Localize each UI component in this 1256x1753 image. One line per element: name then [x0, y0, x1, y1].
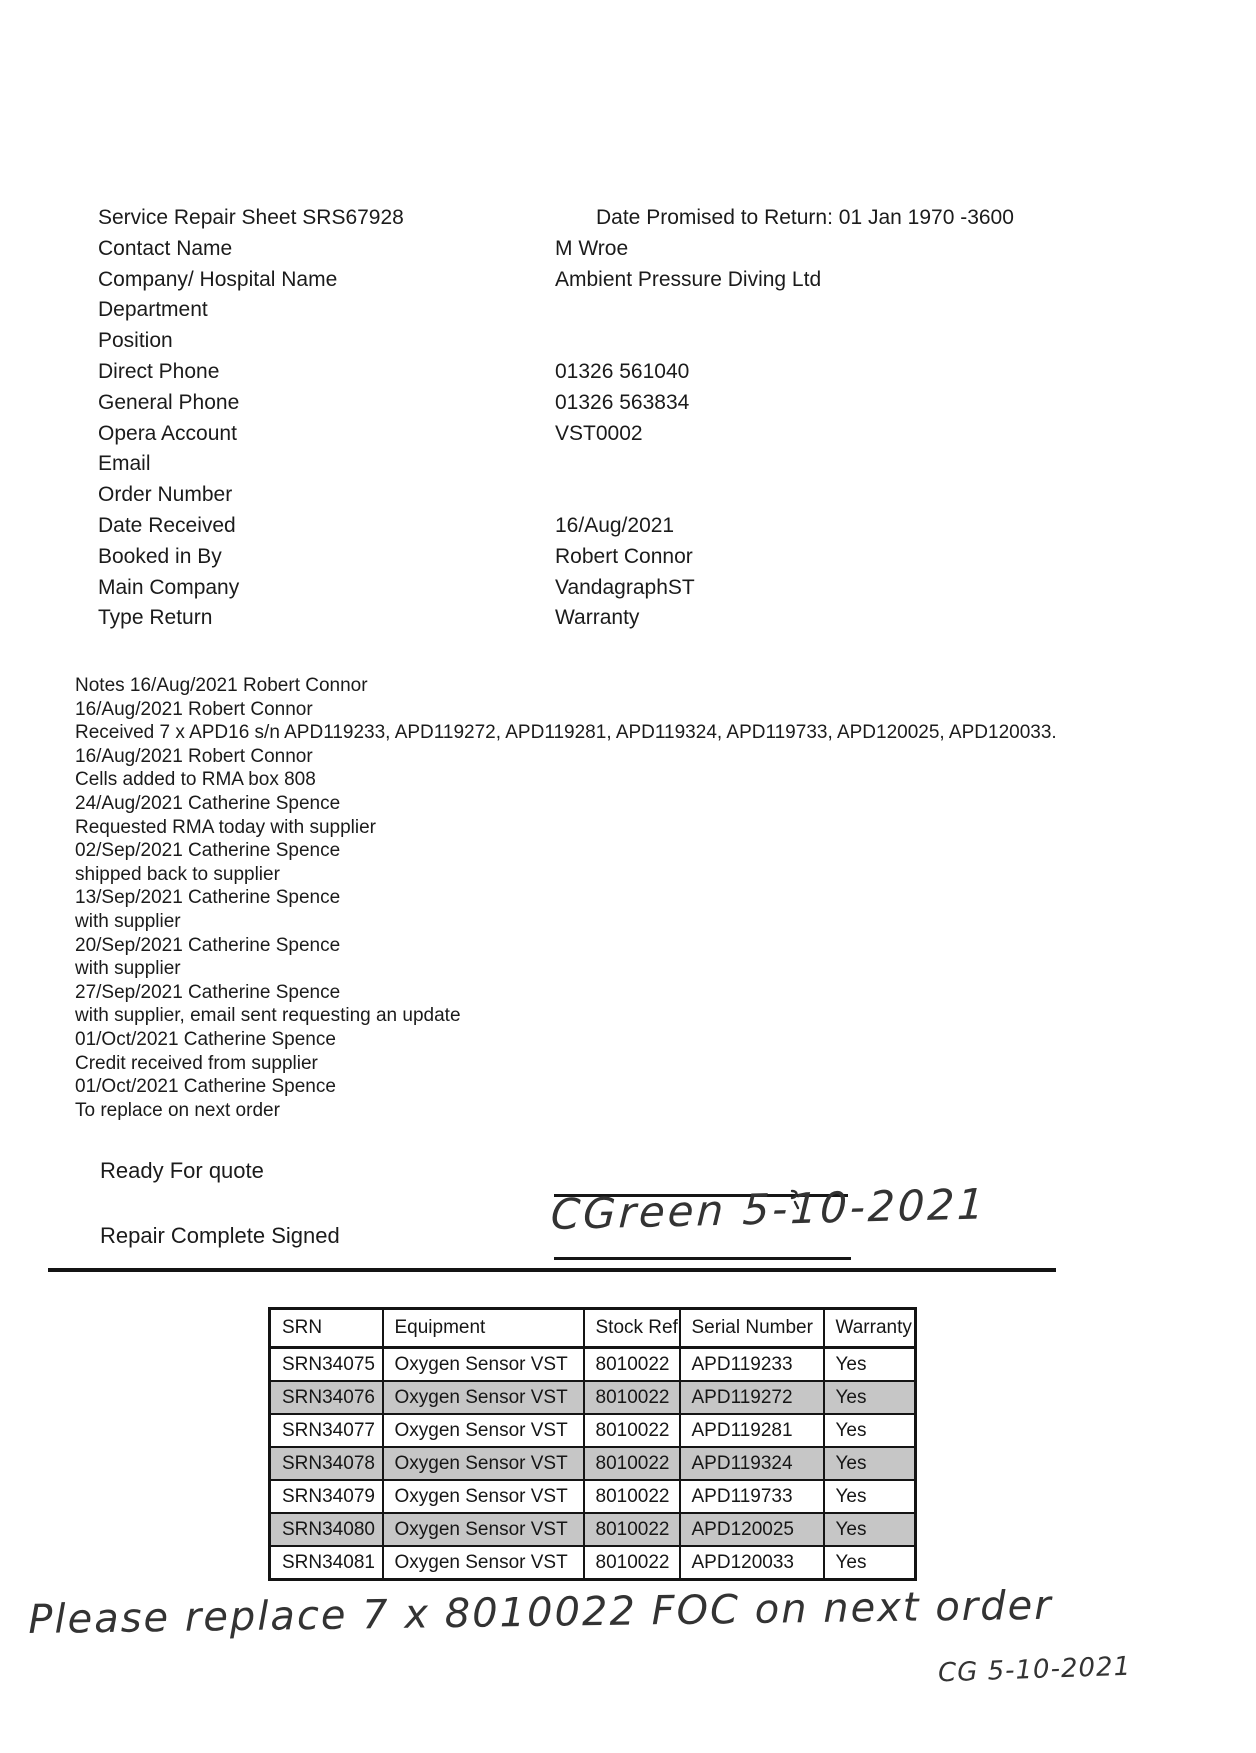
cell-warranty: Yes — [824, 1381, 916, 1414]
field-row — [98, 357, 1014, 388]
pen-mark — [788, 1188, 804, 1212]
field-label-department: Department — [98, 298, 208, 322]
document-title: Service Repair Sheet SRS67928 — [98, 206, 404, 229]
cell-srn: SRN34075 — [270, 1348, 383, 1382]
field-value-company: Ambient Pressure Diving Ltd — [555, 267, 822, 291]
note-line: 16/Aug/2021 Robert Connor — [75, 698, 313, 720]
note-line: Received 7 x APD16 s/n APD119233, APD119272, APD119281, APD119324, APD119733, APD120025, APD120033. — [75, 722, 1057, 744]
cell-warranty: Yes — [824, 1414, 916, 1447]
cell-stock-ref: 8010022 — [584, 1546, 680, 1580]
cell-srn: SRN34076 — [270, 1381, 383, 1414]
field-value-contact-name: M Wroe — [555, 236, 629, 260]
table-row — [270, 1348, 916, 1382]
field-label-company: Company/ Hospital Name — [98, 267, 338, 291]
table-header-stock-ref: Stock Ref — [584, 1309, 680, 1348]
note-line: Credit received from supplier — [75, 1052, 318, 1074]
note-line: 20/Sep/2021 Catherine Spence — [75, 934, 341, 956]
field-row — [98, 326, 1014, 357]
field-label-main-company: Main Company — [98, 575, 240, 599]
cell-stock-ref: 8010022 — [584, 1381, 680, 1414]
cell-serial-number: APD119324 — [680, 1447, 824, 1480]
header-fields — [98, 203, 1014, 634]
field-value-opera-account: VST0002 — [555, 421, 643, 445]
cell-serial-number: APD119281 — [680, 1414, 824, 1447]
field-value-position — [555, 326, 1014, 357]
repair-complete-signed-label: Repair Complete Signed — [100, 1223, 340, 1248]
note-line: 13/Sep/2021 Catherine Spence — [75, 887, 341, 909]
field-label-type-return: Type Return — [98, 606, 213, 630]
note-line: 01/Oct/2021 Catherine Spence — [75, 1076, 336, 1098]
field-label-general-phone: General Phone — [98, 390, 240, 414]
cell-warranty: Yes — [824, 1348, 916, 1382]
note-line: with supplier, email sent requesting an update — [75, 1005, 461, 1027]
table-row — [270, 1513, 916, 1546]
cell-serial-number: APD120025 — [680, 1513, 824, 1546]
table-row — [270, 1480, 916, 1513]
cell-stock-ref: 8010022 — [584, 1414, 680, 1447]
note-line: 27/Sep/2021 Catherine Spence — [75, 981, 341, 1003]
field-row — [98, 388, 1014, 419]
field-value-type-return: Warranty — [555, 606, 640, 630]
cell-stock-ref: 8010022 — [584, 1513, 680, 1546]
cell-stock-ref: 8010022 — [584, 1480, 680, 1513]
field-row — [98, 573, 1014, 604]
note-line: Notes 16/Aug/2021 Robert Connor — [75, 675, 368, 696]
cell-equipment: Oxygen Sensor VST — [383, 1348, 584, 1382]
note-line: To replace on next order — [75, 1099, 280, 1121]
note-line: shipped back to supplier — [75, 863, 280, 885]
field-value-main-company: VandagraphST — [555, 575, 695, 599]
cell-warranty: Yes — [824, 1447, 916, 1480]
field-row — [98, 234, 1014, 265]
cell-equipment: Oxygen Sensor VST — [383, 1447, 584, 1480]
cell-stock-ref: 8010022 — [584, 1447, 680, 1480]
note-line: Cells added to RMA box 808 — [75, 769, 316, 791]
field-label-order-number: Order Number — [98, 483, 233, 507]
cell-warranty: Yes — [824, 1513, 916, 1546]
cell-srn: SRN34077 — [270, 1414, 383, 1447]
signed-signature-line — [554, 1257, 851, 1260]
date-promised-to-return: Date Promised to Return: 01 Jan 1970 -3600 — [596, 206, 1014, 229]
table-row — [270, 1414, 916, 1447]
table-header-row — [270, 1309, 916, 1348]
field-value-order-number — [555, 480, 1014, 511]
field-row — [98, 542, 1014, 573]
title-row — [98, 203, 1014, 234]
cell-warranty: Yes — [824, 1546, 916, 1580]
cell-srn: SRN34079 — [270, 1480, 383, 1513]
note-line: Requested RMA today with supplier — [75, 816, 376, 838]
table-row — [270, 1381, 916, 1414]
field-label-date-received: Date Received — [98, 513, 236, 537]
field-row — [98, 480, 1014, 511]
cell-srn: SRN34078 — [270, 1447, 383, 1480]
section-divider — [48, 1268, 1056, 1272]
cell-serial-number: APD119233 — [680, 1348, 824, 1382]
cell-srn: SRN34081 — [270, 1546, 383, 1580]
field-label-email: Email — [98, 452, 151, 476]
cell-srn: SRN34080 — [270, 1513, 383, 1546]
note-line: 16/Aug/2021 Robert Connor — [75, 745, 313, 767]
field-value-date-received: 16/Aug/2021 — [555, 513, 675, 537]
notes — [75, 674, 1057, 1122]
ready-for-quote-label: Ready For quote — [100, 1158, 264, 1183]
table-header-srn: SRN — [270, 1309, 383, 1348]
field-row — [98, 449, 1014, 480]
field-row — [98, 603, 1014, 634]
cell-serial-number: APD119733 — [680, 1480, 824, 1513]
field-label-contact-name: Contact Name — [98, 236, 233, 260]
cell-serial-number: APD120033 — [680, 1546, 824, 1580]
table-header-warranty: Warranty — [824, 1309, 916, 1348]
field-label-direct-phone: Direct Phone — [98, 359, 220, 383]
field-row — [98, 265, 1014, 296]
table-row — [270, 1546, 916, 1580]
field-value-department — [555, 295, 1014, 326]
cell-equipment: Oxygen Sensor VST — [383, 1381, 584, 1414]
handwritten-note: Please replace 7 x 8010022 FOC on next order — [28, 1582, 1053, 1643]
cell-equipment: Oxygen Sensor VST — [383, 1414, 584, 1447]
field-label-opera-account: Opera Account — [98, 421, 237, 445]
table-header-equipment: Equipment — [383, 1309, 584, 1348]
field-label-position: Position — [98, 329, 173, 353]
field-label-booked-in-by: Booked in By — [98, 544, 222, 568]
signature-handwriting: CGreen 5-10-2021 — [549, 1179, 989, 1240]
field-row — [98, 295, 1014, 326]
cell-warranty: Yes — [824, 1480, 916, 1513]
note-line: 01/Oct/2021 Catherine Spence — [75, 1028, 336, 1050]
note-line: with supplier — [75, 910, 181, 932]
field-value-email — [555, 449, 1014, 480]
field-row — [98, 419, 1014, 450]
field-value-general-phone: 01326 563834 — [555, 390, 690, 414]
note-line: 02/Sep/2021 Catherine Spence — [75, 840, 341, 862]
cell-equipment: Oxygen Sensor VST — [383, 1513, 584, 1546]
field-row — [98, 511, 1014, 542]
items-table — [268, 1307, 917, 1581]
note-line: 24/Aug/2021 Catherine Spence — [75, 792, 341, 814]
cell-equipment: Oxygen Sensor VST — [383, 1480, 584, 1513]
handwritten-initials: CG 5-10-2021 — [937, 1651, 1132, 1689]
note-line: with supplier — [75, 958, 181, 980]
field-value-booked-in-by: Robert Connor — [555, 544, 693, 568]
cell-stock-ref: 8010022 — [584, 1348, 680, 1382]
cell-equipment: Oxygen Sensor VST — [383, 1546, 584, 1580]
cell-serial-number: APD119272 — [680, 1381, 824, 1414]
table-row — [270, 1447, 916, 1480]
field-value-direct-phone: 01326 561040 — [555, 359, 690, 383]
table-header-serial-number: Serial Number — [680, 1309, 824, 1348]
